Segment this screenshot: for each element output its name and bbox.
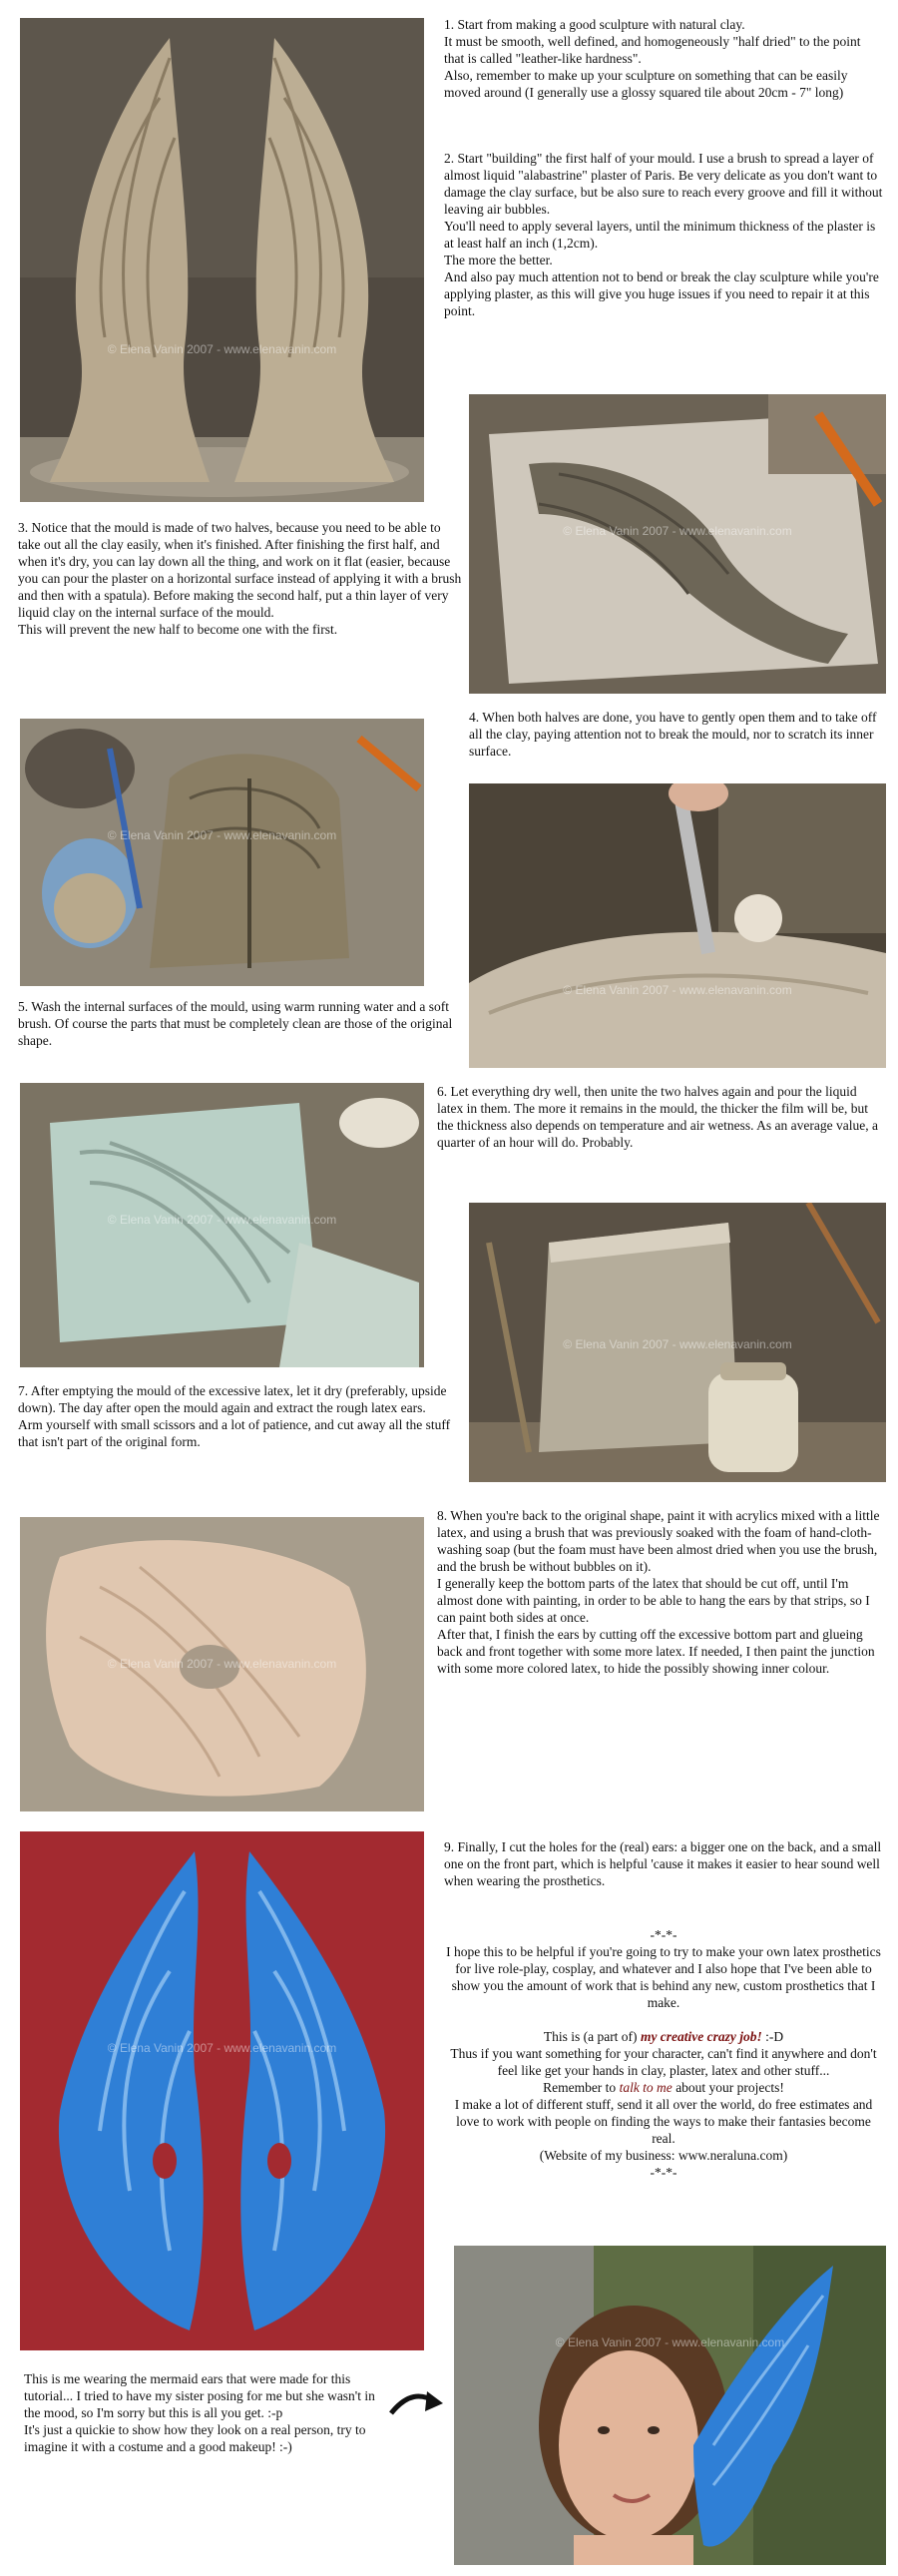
step-4-text — [469, 709, 886, 760]
closing-remember — [444, 2079, 883, 2096]
photo-watermark: © Elena Vanin 2007 - www.elenavanin.com — [107, 1213, 337, 1227]
photo-clay-sculpture — [20, 18, 424, 502]
photo-latex-pouring — [469, 1203, 886, 1482]
step-2-para: The more the better. — [444, 253, 553, 267]
wearing-para: It's just a quickie to show how they look on a real person, try to imagine it with a costume and a good makeup! :-) — [24, 2422, 366, 2454]
step-3-para: This will prevent the new half to become one with the first. — [18, 622, 338, 637]
closing-lot: I make a lot of different stuff, send it all over the world, do free estimates and love to work with people on finding the ways to make their fantasies become real. — [454, 2097, 873, 2146]
photo-watermark: © Elena Vanin 2007 - www.elenavanin.com — [563, 524, 792, 538]
step-8-para: I generally keep the bottom parts of the latex that should be cut off, until I'm almost done with painting, in order to be able to hang the ears by that strips, so I can paint both sides at once. — [437, 1576, 870, 1625]
remember-suffix: about your projects! — [672, 2080, 784, 2095]
step-5-heading: 5. Wash the internal surfaces of the mould, using warm running water and a soft brush. Of course the parts that must be completely clean are those of the original shape. — [18, 999, 453, 1048]
closing-text — [444, 1926, 883, 2181]
step-1-heading: 1. Start from making a good sculpture with natural clay. — [444, 17, 745, 32]
photo-plaster-first-half — [469, 394, 886, 694]
step-1-para: It must be smooth, well defined, and homogeneously "half dried" to the point that is called "leather-like hardness". — [444, 34, 861, 66]
separator: -*-*- — [650, 1927, 677, 1942]
photo-watermark: © Elena Vanin 2007 - www.elenavanin.com — [563, 1337, 792, 1351]
remember-prefix: Remember to — [543, 2080, 620, 2095]
step-2-para: And also pay much attention not to bend or break the clay sculpture while you're applying plaster, as this will give you huge issues if you need to repair it at this point. — [444, 269, 879, 318]
talk-to-me-link[interactable]: talk to me — [619, 2080, 673, 2095]
arrow-icon — [387, 2385, 447, 2425]
step-8-para: After that, I finish the ears by cutting off the excessive bottom part and glueing back and front together with some more latex. If needed, I then paint the junction with some more colored latex, to hide the possibly showing inner colour. — [437, 1627, 875, 1676]
step-3-text — [18, 519, 462, 638]
photo-watermark: © Elena Vanin 2007 - www.elenavanin.com — [107, 2041, 337, 2055]
photo-watermark: © Elena Vanin 2007 - www.elenavanin.com — [107, 828, 337, 842]
photo-watermark: © Elena Vanin 2007 - www.elenavanin.com — [107, 342, 337, 356]
closing-thus: Thus if you want something for your character, can't find it anywhere and don't feel like get your hands in clay, plaster, latex and other stuff... — [450, 2046, 877, 2078]
step-6-text — [437, 1083, 886, 1151]
step-8-heading: 8. When you're back to the original shape, paint it with acrylics mixed with a little latex, and using a brush that was previously soaked with the foam of hand-cloth-washing soap (but the foam must have been almost dried when you use the brush, and the brush be without bubbles on it). — [437, 1508, 880, 1574]
photo-wearing-ears — [454, 2246, 886, 2565]
wearing-text — [24, 2370, 383, 2455]
step-4-heading: 4. When both halves are done, you have to gently open them and to take off all the clay, paying attention not to break the mould, nor to scratch its inner surface. — [469, 710, 877, 759]
creative-job-link[interactable]: my creative crazy job! — [640, 2029, 762, 2044]
closing-part-suffix: :-D — [761, 2029, 784, 2044]
step-5-text — [18, 998, 462, 1049]
step-7-heading: 7. After emptying the mould of the excessive latex, let it dry (preferably, upside down). The day after open the mould again and extract the rough latex ears. — [18, 1383, 447, 1415]
photo-watermark: © Elena Vanin 2007 - www.elenavanin.com — [563, 983, 792, 997]
photo-opening-mould — [469, 783, 886, 1068]
separator: -*-*- — [650, 2165, 677, 2180]
closing-part-prefix: This is (a part of) — [543, 2029, 641, 2044]
step-2-para: You'll need to apply several layers, until the minimum thickness of the plaster is at least half an inch (1,2cm). — [444, 219, 876, 251]
step-6-heading: 6. Let everything dry well, then unite the two halves again and pour the liquid latex in them. The more it remains in the mould, the thicker the film will be, but the thickness also depends on temperature and air wetness. As an average value, a quarter of an hour will do. Probably. — [437, 1084, 878, 1150]
closing-part — [444, 2028, 883, 2045]
step-2-heading: 2. Start "building" the first half of your mould. I use a brush to spread a layer of almost liquid "alabastrine" plaster of Paris. Be very delicate as you don't want to damage the clay surface, but be also sure to reach every groove and fill it without leaving air bubbles. — [444, 151, 883, 217]
step-2-text — [444, 150, 883, 319]
step-7-text — [18, 1382, 462, 1450]
photo-mould-halves — [20, 719, 424, 986]
photo-watermark: © Elena Vanin 2007 - www.elenavanin.com — [555, 2335, 785, 2349]
step-3-heading: 3. Notice that the mould is made of two halves, because you need to be able to take out all the clay easily, when it's finished. After finishing the first half, and when it's dry, you can lay down all the thing, and work on it flat (easier, because you can pour the plaster on a horizontal surface instead of applying it with a brush and then with a spatula). Before making the second half, put a thin layer of very liquid clay on the internal surface of the mould. — [18, 520, 462, 620]
step-7-para: Arm yourself with small scissors and a lot of patience, and cut away all the stuff that isn't part of the original form. — [18, 1417, 451, 1449]
step-9-text — [444, 1838, 883, 1889]
photo-clean-mould — [20, 1083, 424, 1367]
photo-painted-ears — [20, 1831, 424, 2350]
closing-hope: I hope this to be helpful if you're going to try to make your own latex prosthetics for live role-play, cosplay, and whatever and I also hope that I've been able to show you the amount of work that is behind any new, custom prosthetics that I make. — [446, 1944, 881, 2010]
website-text: (Website of my business: www.neraluna.com) — [539, 2148, 788, 2163]
step-9-heading: 9. Finally, I cut the holes for the (real) ears: a bigger one on the back, and a small one on the front part, which is helpful 'cause it makes it easier to hear sound well when wearing the prosthetics. — [444, 1839, 882, 1888]
photo-rough-latex-ear — [20, 1517, 424, 1811]
step-8-text — [437, 1507, 886, 1677]
step-1-para: Also, remember to make up your sculpture on something that can be easily moved around (I generally use a glossy squared tile about 20cm - 7" long) — [444, 68, 848, 100]
photo-watermark: © Elena Vanin 2007 - www.elenavanin.com — [107, 1657, 337, 1671]
wearing-para: This is me wearing the mermaid ears that were made for this tutorial... I tried to have my sister posing for me but she wasn't in the mood, so I'm sorry but this is all you get. :-p — [24, 2371, 375, 2420]
step-1-text — [444, 16, 883, 101]
